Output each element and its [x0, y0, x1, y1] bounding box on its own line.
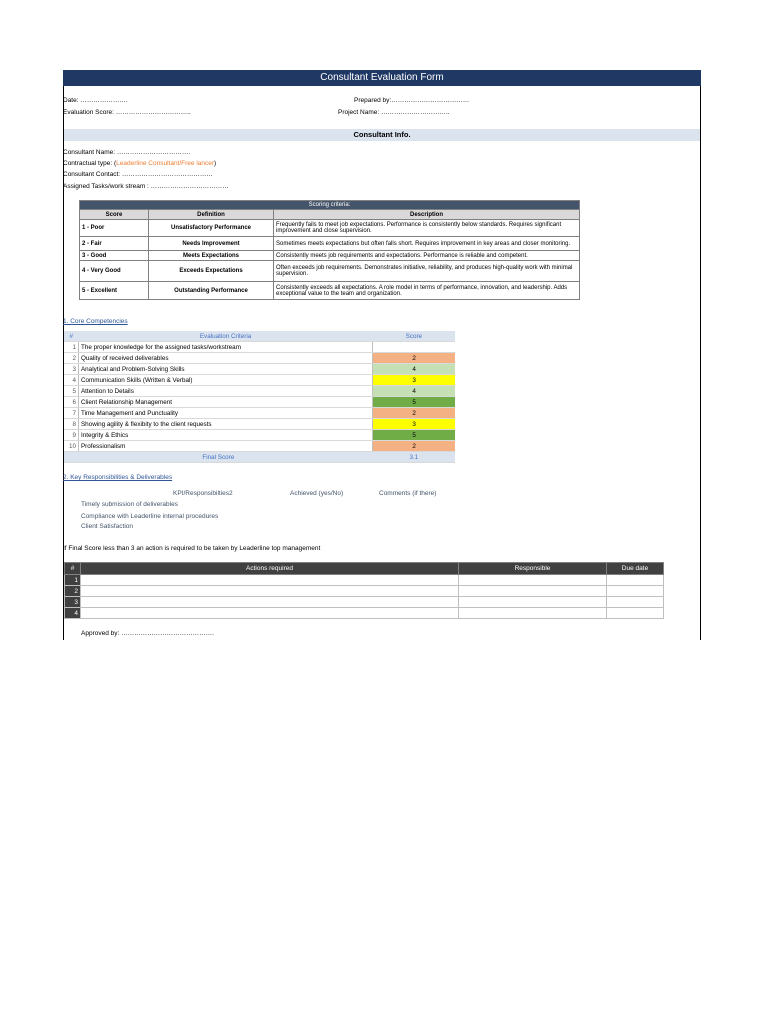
core-row-criteria: Professionalism: [78, 441, 372, 452]
evaluation-score-field[interactable]: Evaluation Score: ……………………………..: [63, 109, 191, 116]
core-row-score[interactable]: 5: [373, 430, 455, 441]
scoring-description: Frequently fails to meet job expectations. Performance is consistently below standards. Requires significant improvement and close supervision.: [274, 220, 580, 237]
date-field[interactable]: Date: ………………….: [63, 97, 128, 104]
kpi-item: Client Satisfaction: [81, 523, 134, 530]
scoring-score: 1 - Poor: [80, 220, 149, 237]
actions-header-actions: Actions required: [81, 563, 459, 575]
scoring-score: 5 - Excellent: [80, 282, 149, 300]
core-row-criteria: Quality of received deliverables: [78, 353, 372, 364]
core-row-number: 8: [64, 419, 78, 430]
core-row: [64, 364, 455, 375]
action-row: [65, 597, 664, 608]
form-frame-right: [700, 70, 701, 640]
scoring-score: 4 - Very Good: [80, 261, 149, 282]
kpi-item: Compliance with Leaderline internal procedures: [81, 513, 219, 520]
achieved-column-header: Achieved (yes/No): [290, 490, 344, 497]
core-row-score[interactable]: 2: [373, 441, 455, 452]
consultant-contact-field[interactable]: Consultant Contact: ……………………………………: [63, 171, 213, 178]
action-note: If Final Score less than 3 an action is required to be taken by Leaderline top management: [63, 545, 321, 552]
contract-type-line: [63, 160, 216, 167]
core-row-criteria: Communication Skills (Written & Verbal): [78, 375, 372, 386]
responsible-cell[interactable]: [459, 586, 607, 597]
core-row-number: 3: [64, 364, 78, 375]
final-score-label: Final Score: [64, 452, 373, 463]
actions-table: [64, 562, 664, 619]
core-row: [64, 353, 455, 364]
responsible-cell[interactable]: [459, 597, 607, 608]
core-row: [64, 419, 455, 430]
key-responsibilities-heading: 2. Key Responsibilities & Deliverables: [63, 474, 173, 481]
scoring-row: [80, 220, 580, 237]
core-row-number: 2: [64, 353, 78, 364]
core-row-number: 7: [64, 408, 78, 419]
core-row-criteria: Attention to Details: [78, 386, 372, 397]
core-row-criteria: Showing agility & flexibity to the client requests: [78, 419, 372, 430]
core-header-criteria: Evaluation Criteria: [78, 331, 372, 342]
scoring-score: 3 - Good: [80, 251, 149, 261]
actions-header-responsible: Responsible: [459, 563, 607, 575]
core-row-criteria: The proper knowledge for the assigned tasks/workstream: [78, 342, 372, 353]
scoring-row: [80, 282, 580, 300]
action-row-number: 4: [65, 608, 81, 619]
scoring-description: Often exceeds job requirements. Demonstrates initiative, reliability, and produces high-quality work with minimal supervision.: [274, 261, 580, 282]
scoring-definition: Unsatisfactory Performance: [149, 220, 274, 237]
core-row-criteria: Time Management and Punctuality: [78, 408, 372, 419]
actions-header-due-date: Due date: [607, 563, 664, 575]
core-row-score[interactable]: 4: [373, 386, 455, 397]
core-row-number: 4: [64, 375, 78, 386]
project-name-field[interactable]: Project Name: …………………………..: [338, 109, 450, 116]
core-row-criteria: Client Relationship Management: [78, 397, 372, 408]
core-row: [64, 441, 455, 452]
contract-type-close: ): [214, 160, 217, 167]
scoring-definition: Needs Improvement: [149, 237, 274, 251]
core-row-number: 5: [64, 386, 78, 397]
consultant-name-field[interactable]: Consultant Name: …………………………….: [63, 149, 191, 156]
contract-type-label: Contractual type:: [63, 160, 113, 167]
core-row-score[interactable]: 2: [373, 408, 455, 419]
contract-type-value[interactable]: Leaderline Consultant/Free lancer: [116, 160, 215, 167]
action-row: [65, 586, 664, 597]
core-row-score[interactable]: 3: [373, 419, 455, 430]
scoring-row: [80, 237, 580, 251]
action-row-number: 2: [65, 586, 81, 597]
core-header-number: #: [64, 331, 78, 342]
core-row: [64, 342, 455, 353]
scoring-header-definition: Definition: [149, 210, 274, 220]
core-row: [64, 408, 455, 419]
core-header-score: Score: [373, 331, 455, 342]
core-row-score[interactable]: 2: [373, 353, 455, 364]
core-row: [64, 386, 455, 397]
action-row-number: 1: [65, 575, 81, 586]
core-row-criteria: Integrity & Ethics: [78, 430, 372, 441]
action-required-cell[interactable]: [81, 575, 459, 586]
scoring-header-score: Score: [80, 210, 149, 220]
scoring-definition: Exceeds Expectations: [149, 261, 274, 282]
core-row-score[interactable]: 5: [373, 397, 455, 408]
scoring-definition: Meets Expectations: [149, 251, 274, 261]
core-row: [64, 375, 455, 386]
scoring-row: [80, 251, 580, 261]
due-date-cell[interactable]: [607, 586, 664, 597]
scoring-description: Consistently meets job requirements and expectations. Performance is reliable and competent.: [274, 251, 580, 261]
kpi-item: Timely submission of deliverables: [81, 501, 178, 508]
scoring-criteria-table: [79, 200, 580, 300]
scoring-score: 2 - Fair: [80, 237, 149, 251]
kpi-column-header: KPI/Responsibilties2: [173, 490, 233, 497]
action-required-cell[interactable]: [81, 597, 459, 608]
core-row-number: 1: [64, 342, 78, 353]
action-required-cell[interactable]: [81, 608, 459, 619]
scoring-criteria-caption: Scoring criteria:: [80, 201, 580, 210]
approved-by-field[interactable]: Approved by: …………………………………….: [81, 630, 214, 637]
core-row-score[interactable]: 4: [373, 364, 455, 375]
assigned-tasks-field[interactable]: Assigned Tasks/work stream : ………………………………: [63, 183, 229, 190]
action-row-number: 3: [65, 597, 81, 608]
consultant-info-heading: Consultant Info.: [64, 129, 700, 141]
core-row-number: 10: [64, 441, 78, 452]
scoring-description: Sometimes meets expectations but often falls short. Requires improvement in key areas and closer monitoring.: [274, 237, 580, 251]
core-row-criteria: Analytical and Problem-Solving Skills: [78, 364, 372, 375]
core-competencies-heading: 1. Core Competencies: [63, 318, 128, 325]
actions-header-number: #: [65, 563, 81, 575]
core-row-score[interactable]: 3: [373, 375, 455, 386]
scoring-definition: Outstanding Performance: [149, 282, 274, 300]
scoring-row: [80, 261, 580, 282]
comments-column-header: Comments (if there): [379, 490, 437, 497]
core-row-score[interactable]: [373, 342, 455, 353]
due-date-cell[interactable]: [607, 575, 664, 586]
core-row-number: 6: [64, 397, 78, 408]
contract-type-open: (: [112, 160, 117, 167]
scoring-header-description: Description: [274, 210, 580, 220]
responsible-cell[interactable]: [459, 575, 607, 586]
prepared-by-field[interactable]: Prepared by:………………………………: [354, 97, 470, 104]
core-row-number: 9: [64, 430, 78, 441]
form-title: Consultant Evaluation Form: [63, 70, 701, 86]
core-row: [64, 430, 455, 441]
scoring-description: Consistently exceeds all expectations. A role model in terms of performance, innovation, and leadership. Adds exceptional value to the team and organization.: [274, 282, 580, 300]
action-required-cell[interactable]: [81, 586, 459, 597]
responsible-cell[interactable]: [459, 608, 607, 619]
core-row: [64, 397, 455, 408]
final-score-value: 3.1: [373, 452, 455, 463]
action-row: [65, 575, 664, 586]
due-date-cell[interactable]: [607, 608, 664, 619]
due-date-cell[interactable]: [607, 597, 664, 608]
core-competencies-table: [64, 331, 455, 463]
action-row: [65, 608, 664, 619]
